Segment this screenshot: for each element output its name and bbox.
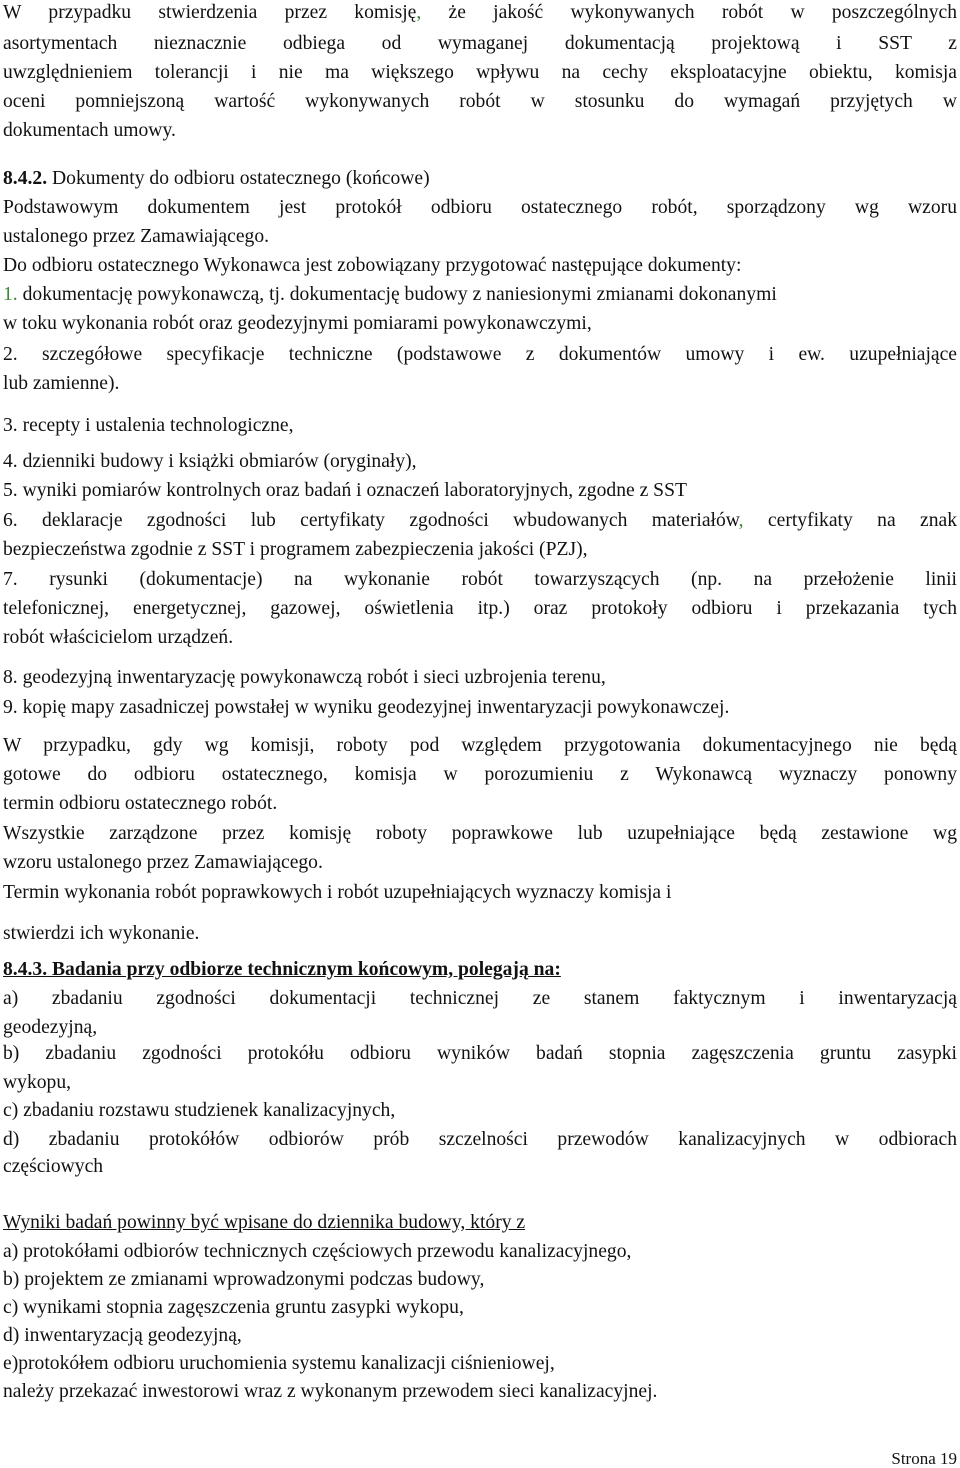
paragraph-line: należy przekazać inwestorowi wraz z wykonanym przewodem sieci kanalizacyjnej. bbox=[3, 1381, 658, 1402]
list-item: b) projektem ze zmianami wprowadzonymi podczas budowy, bbox=[3, 1269, 485, 1290]
paragraph-line: uwzględnieniem tolerancji i nie ma większego wpływu na cechy eksploatacyjne obiektu, komisja bbox=[3, 62, 957, 83]
paragraph-line: dokumentach umowy. bbox=[3, 120, 176, 141]
paragraph-line: termin odbioru ostatecznego robót. bbox=[3, 793, 278, 814]
list-item: b) zbadaniu zgodności protokółu odbioru wyników badań stopnia zagęszczenia gruntu zasypki bbox=[3, 1043, 957, 1064]
list-item: e)protokółem odbioru uruchomienia systemu kanalizacji ciśnieniowej, bbox=[3, 1353, 555, 1374]
list-item: d) inwentaryzacją geodezyjną, bbox=[3, 1325, 242, 1346]
list-item-continuation: bezpieczeństwa zgodnie z SST i programem zabezpieczenia jakości (PZJ), bbox=[3, 539, 588, 560]
list-item-continuation: wykopu, bbox=[3, 1072, 72, 1093]
list-item: 5. wyniki pomiarów kontrolnych oraz badań i oznaczeń laboratoryjnych, zgodne z SST bbox=[3, 480, 687, 501]
list-item: 3. recepty i ustalenia technologiczne, bbox=[3, 415, 294, 436]
paragraph-line: stwierdzi ich wykonanie. bbox=[3, 923, 200, 944]
list-item: c) zbadaniu rozstawu studzienek kanalizacyjnych, bbox=[3, 1100, 396, 1121]
paragraph-line: oceni pomniejszoną wartość wykonywanych robót w stosunku do wymagań przyjętych w bbox=[3, 91, 957, 112]
paragraph-line bbox=[3, 3, 957, 23]
text-span: , bbox=[416, 2, 422, 23]
list-item: c) wynikami stopnia zagęszczenia gruntu zasypki wykopu, bbox=[3, 1297, 464, 1318]
list-item: 4. dzienniki budowy i książki obmiarów (oryginały), bbox=[3, 451, 417, 472]
list-item: a) protokółami odbiorów technicznych częściowych przewodu kanalizacyjnego, bbox=[3, 1241, 632, 1262]
paragraph-line: Termin wykonania robót poprawkowych i robót uzupełniających wyznaczy komisja i bbox=[3, 882, 672, 903]
paragraph-line: Wszystkie zarządzone przez komisję roboty poprawkowe lub uzupełniające będą zestawione wg bbox=[3, 823, 957, 844]
list-item-continuation: telefonicznej, energetycznej, gazowej, oświetlenia itp.) oraz protokoły odbioru i przekazania tych bbox=[3, 598, 957, 619]
section-title: Dokumenty do odbioru ostatecznego (końcowe) bbox=[47, 168, 430, 189]
paragraph-line: ustalonego przez Zamawiającego. bbox=[3, 226, 270, 247]
list-item: a) zbadaniu zgodności dokumentacji technicznej ze stanem faktycznym i inwentaryzacją bbox=[3, 988, 957, 1009]
text-span: W przypadku stwierdzenia przez komisję bbox=[3, 2, 417, 23]
list-item: 2. szczegółowe specyfikacje techniczne (podstawowe z dokumentów umowy i ew. uzupełniające bbox=[3, 344, 957, 365]
list-item-continuation: lub zamienne). bbox=[3, 373, 120, 394]
list-item-continuation: częściowych bbox=[3, 1156, 104, 1177]
list-item-continuation: w toku wykonania robót oraz geodezyjnymi pomiarami powykonawczymi, bbox=[3, 313, 592, 334]
list-item: 8. geodezyjną inwentaryzację powykonawczą robót i sieci uzbrojenia terenu, bbox=[3, 667, 606, 688]
page-number: Strona 19 bbox=[891, 1449, 957, 1468]
section-number: 8.4.3. bbox=[3, 959, 48, 980]
list-item-continuation: geodezyjną, bbox=[3, 1017, 98, 1038]
list-item: d) zbadaniu protokółów odbiorów prób szczelności przewodów kanalizacyjnych w odbiorach bbox=[3, 1129, 957, 1150]
section-heading-8-4-2 bbox=[3, 169, 430, 189]
paragraph-line: wzoru ustalonego przez Zamawiającego. bbox=[3, 852, 323, 873]
paragraph-line: gotowe do odbioru ostatecznego, komisja w porozumieniu z Wykonawcą wyznaczy ponowny bbox=[3, 764, 957, 785]
list-item: 9. kopię mapy zasadniczej powstałej w wyniku geodezyjnej inwentaryzacji powykonawczej. bbox=[3, 697, 730, 718]
results-heading: Wyniki badań powinny być wpisane do dziennika budowy, który z bbox=[3, 1212, 526, 1233]
text-span: certyfikaty na znak bbox=[743, 510, 957, 531]
section-heading-8-4-3 bbox=[3, 960, 561, 980]
text-span: 6. deklaracje zgodności lub certyfikaty zgodności wbudowanych materiałów bbox=[3, 510, 739, 531]
section-number: 8.4.2. bbox=[3, 168, 48, 189]
paragraph-line: Podstawowym dokumentem jest protokół odbioru ostatecznego robót, sporządzony wg wzoru bbox=[3, 197, 957, 218]
paragraph-line: W przypadku, gdy wg komisji, roboty pod względem przygotowania dokumentacyjnego nie będą bbox=[3, 735, 957, 756]
paragraph-line: asortymentach nieznacznie odbiega od wymaganej dokumentacją projektową i SST z bbox=[3, 33, 957, 54]
list-item: 7. rysunki (dokumentacje) na wykonanie robót towarzyszących (np. na przełożenie linii bbox=[3, 569, 957, 590]
section-title: Badania przy odbiorze technicznym końcowym, polegają na: bbox=[47, 959, 561, 980]
list-item bbox=[3, 511, 957, 531]
text-span: dokumentację powykonawczą, tj. dokumentację budowy z naniesionymi zmianami dokonanymi bbox=[17, 284, 777, 305]
list-item bbox=[3, 285, 777, 305]
list-number: 1. bbox=[3, 284, 18, 305]
text-span: że jakość wykonywanych robót w poszczególnych bbox=[421, 2, 957, 23]
list-item-continuation: robót właścicielom urządzeń. bbox=[3, 627, 234, 648]
text-span: , bbox=[738, 510, 744, 531]
paragraph-line: Do odbioru ostatecznego Wykonawca jest zobowiązany przygotować następujące dokumenty: bbox=[3, 255, 742, 276]
